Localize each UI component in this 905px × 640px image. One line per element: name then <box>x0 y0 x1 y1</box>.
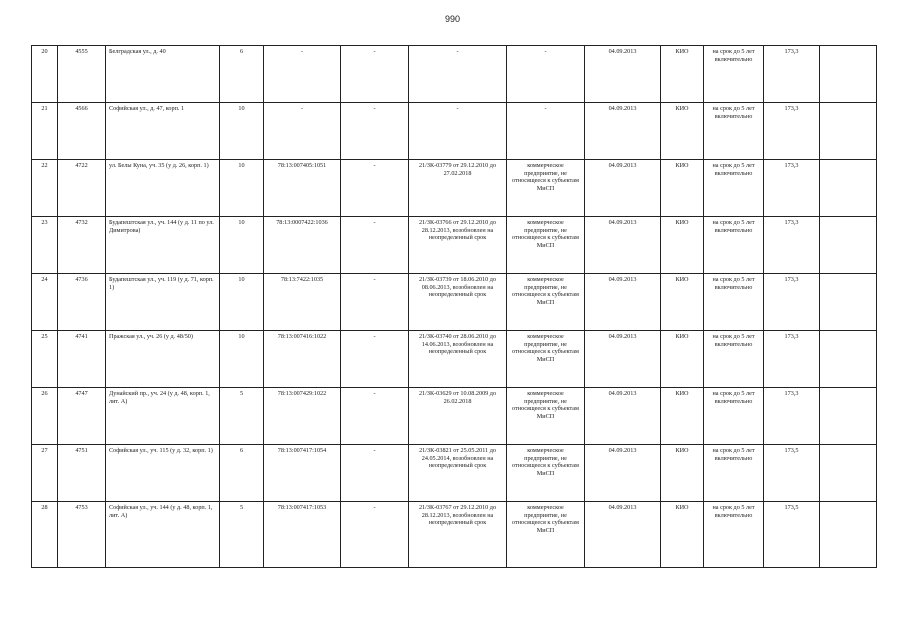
decision-date: 04.09.2013 <box>585 160 661 217</box>
object-id: 4751 <box>58 445 106 502</box>
empty-cell <box>820 274 877 331</box>
object-id: 4722 <box>58 160 106 217</box>
cadastral-number: - <box>264 46 341 103</box>
object-id: 4736 <box>58 274 106 331</box>
cadastral-number: 78:13:007416:1022 <box>264 331 341 388</box>
object-id: 4747 <box>58 388 106 445</box>
lease-term: на срок до 5 лет включительно <box>704 160 764 217</box>
tenant-category: коммерческое предприятие, не относящееся к субъектам МиСП <box>507 502 585 568</box>
row-number: 20 <box>32 46 58 103</box>
table-row <box>32 160 877 217</box>
contract-cell: 21/ЗК-03779 от 29.12.2010 до 27.02.2018 <box>409 160 507 217</box>
table-row <box>32 445 877 502</box>
authority-cell: КИО <box>661 445 704 502</box>
cadastral-number: 78:13:007405:1051 <box>264 160 341 217</box>
rate-cell: 173,3 <box>764 103 820 160</box>
table-row <box>32 274 877 331</box>
authority-cell: КИО <box>661 103 704 160</box>
table-row <box>32 103 877 160</box>
decision-date: 04.09.2013 <box>585 103 661 160</box>
tenant-category: - <box>507 103 585 160</box>
rate-cell: 173,3 <box>764 160 820 217</box>
lease-term: на срок до 5 лет включительно <box>704 274 764 331</box>
authority-cell: КИО <box>661 388 704 445</box>
contract-cell: 21/ЗК-03740 от 28.06.2010 до 14.06.2013, возобновлен на неопределенный срок <box>409 331 507 388</box>
rooms-cell: 6 <box>220 46 264 103</box>
lease-term: на срок до 5 лет включительно <box>704 388 764 445</box>
row-number: 28 <box>32 502 58 568</box>
contract-cell: 21/ЗК-03739 от 18.06.2010 до 08.06.2013, возобновлен на неопределенный срок <box>409 274 507 331</box>
cadastral-number: 78:13:7422:1035 <box>264 274 341 331</box>
address-cell: Софийская ул., д. 47, корп. 1 <box>106 103 220 160</box>
lease-term: на срок до 5 лет включительно <box>704 445 764 502</box>
rate-cell: 173,3 <box>764 388 820 445</box>
authority-cell: КИО <box>661 160 704 217</box>
page-number: 990 <box>444 14 461 24</box>
area-cell: - <box>341 331 409 388</box>
contract-cell: 21/ЗК-03766 от 29.12.2010 до 28.12.2013, возобновлен на неопределенный срок <box>409 217 507 274</box>
lease-term: на срок до 5 лет включительно <box>704 331 764 388</box>
lease-term: на срок до 5 лет включительно <box>704 502 764 568</box>
empty-cell <box>820 217 877 274</box>
rate-cell: 173,3 <box>764 46 820 103</box>
contract-cell: - <box>409 46 507 103</box>
object-id: 4732 <box>58 217 106 274</box>
rooms-cell: 6 <box>220 445 264 502</box>
contract-cell: 21/ЗК-03629 от 10.08.2009 до 26.02.2018 <box>409 388 507 445</box>
address-cell: Софийская ул., уч. 115 (у д. 32, корп. 1) <box>106 445 220 502</box>
decision-date: 04.09.2013 <box>585 217 661 274</box>
cadastral-number: 78:13:007429:1022 <box>264 388 341 445</box>
rate-cell: 173,5 <box>764 445 820 502</box>
empty-cell <box>820 46 877 103</box>
lease-term: на срок до 5 лет включительно <box>704 103 764 160</box>
row-number: 22 <box>32 160 58 217</box>
row-number: 21 <box>32 103 58 160</box>
address-cell: Дунайский пр., уч. 24 (у д. 48, корп. 1, лит. А) <box>106 388 220 445</box>
rooms-cell: 10 <box>220 103 264 160</box>
table-row <box>32 502 877 568</box>
tenant-category: коммерческое предприятие, не относящееся к субъектам МиСП <box>507 445 585 502</box>
authority-cell: КИО <box>661 331 704 388</box>
rooms-cell: 5 <box>220 388 264 445</box>
rooms-cell: 10 <box>220 217 264 274</box>
empty-cell <box>820 445 877 502</box>
decision-date: 04.09.2013 <box>585 388 661 445</box>
table-row <box>32 388 877 445</box>
rate-cell: 173,3 <box>764 274 820 331</box>
object-id: 4741 <box>58 331 106 388</box>
tenant-category: коммерческое предприятие, не относящееся к субъектам МиСП <box>507 217 585 274</box>
empty-cell <box>820 160 877 217</box>
tenant-category: коммерческое предприятие, не относящееся к субъектам МиСП <box>507 160 585 217</box>
area-cell: - <box>341 103 409 160</box>
rate-cell: 173,3 <box>764 331 820 388</box>
empty-cell <box>820 103 877 160</box>
decision-date: 04.09.2013 <box>585 502 661 568</box>
empty-cell <box>820 331 877 388</box>
address-cell: Будапештская ул., уч. 119 (у д. 71, корп. 1) <box>106 274 220 331</box>
decision-date: 04.09.2013 <box>585 331 661 388</box>
address-cell: Софийская ул., уч. 144 (у д. 48, корп. 1, лит. А) <box>106 502 220 568</box>
address-cell: ул. Белы Куна, уч. 35 (у д. 26, корп. 1) <box>106 160 220 217</box>
tenant-category: коммерческое предприятие, не относящееся к субъектам МиСП <box>507 274 585 331</box>
row-number: 27 <box>32 445 58 502</box>
rooms-cell: 10 <box>220 160 264 217</box>
contract-cell: 21/ЗК-03767 от 29.12.2010 до 28.12.2013, возобновлен на неопределенный срок <box>409 502 507 568</box>
authority-cell: КИО <box>661 217 704 274</box>
table-row <box>32 46 877 103</box>
registry-table <box>31 45 877 568</box>
decision-date: 04.09.2013 <box>585 274 661 331</box>
area-cell: - <box>341 445 409 502</box>
authority-cell: КИО <box>661 274 704 331</box>
row-number: 23 <box>32 217 58 274</box>
cadastral-number: 78:13:007417:1053 <box>264 502 341 568</box>
rooms-cell: 10 <box>220 331 264 388</box>
tenant-category: - <box>507 46 585 103</box>
row-number: 26 <box>32 388 58 445</box>
cadastral-number: 78:13:007417:1054 <box>264 445 341 502</box>
row-number: 25 <box>32 331 58 388</box>
object-id: 4566 <box>58 103 106 160</box>
address-cell: Пражская ул., уч. 26 (у д. 48/50) <box>106 331 220 388</box>
rooms-cell: 5 <box>220 502 264 568</box>
table-row <box>32 331 877 388</box>
area-cell: - <box>341 502 409 568</box>
area-cell: - <box>341 217 409 274</box>
registry-body <box>32 46 877 568</box>
contract-cell: 21/ЗК-03821 от 25.05.2011 до 24.05.2014, возобновлен на неопределенный срок <box>409 445 507 502</box>
table-row <box>32 217 877 274</box>
authority-cell: КИО <box>661 46 704 103</box>
tenant-category: коммерческое предприятие, не относящееся к субъектам МиСП <box>507 388 585 445</box>
lease-term: на срок до 5 лет включительно <box>704 217 764 274</box>
area-cell: - <box>341 160 409 217</box>
object-id: 4555 <box>58 46 106 103</box>
authority-cell: КИО <box>661 502 704 568</box>
decision-date: 04.09.2013 <box>585 46 661 103</box>
address-cell: Будапештская ул., уч. 144 (у д. 11 по ул. Димитрова) <box>106 217 220 274</box>
address-cell: Белградская ул., д. 40 <box>106 46 220 103</box>
rate-cell: 173,3 <box>764 217 820 274</box>
row-number: 24 <box>32 274 58 331</box>
rate-cell: 173,5 <box>764 502 820 568</box>
lease-term: на срок до 5 лет включительно <box>704 46 764 103</box>
area-cell: - <box>341 388 409 445</box>
cadastral-number: 78:13:0007422:1036 <box>264 217 341 274</box>
contract-cell: - <box>409 103 507 160</box>
cadastral-number: - <box>264 103 341 160</box>
object-id: 4753 <box>58 502 106 568</box>
rooms-cell: 10 <box>220 274 264 331</box>
decision-date: 04.09.2013 <box>585 445 661 502</box>
area-cell: - <box>341 274 409 331</box>
area-cell: - <box>341 46 409 103</box>
empty-cell <box>820 502 877 568</box>
empty-cell <box>820 388 877 445</box>
tenant-category: коммерческое предприятие, не относящееся к субъектам МиСП <box>507 331 585 388</box>
